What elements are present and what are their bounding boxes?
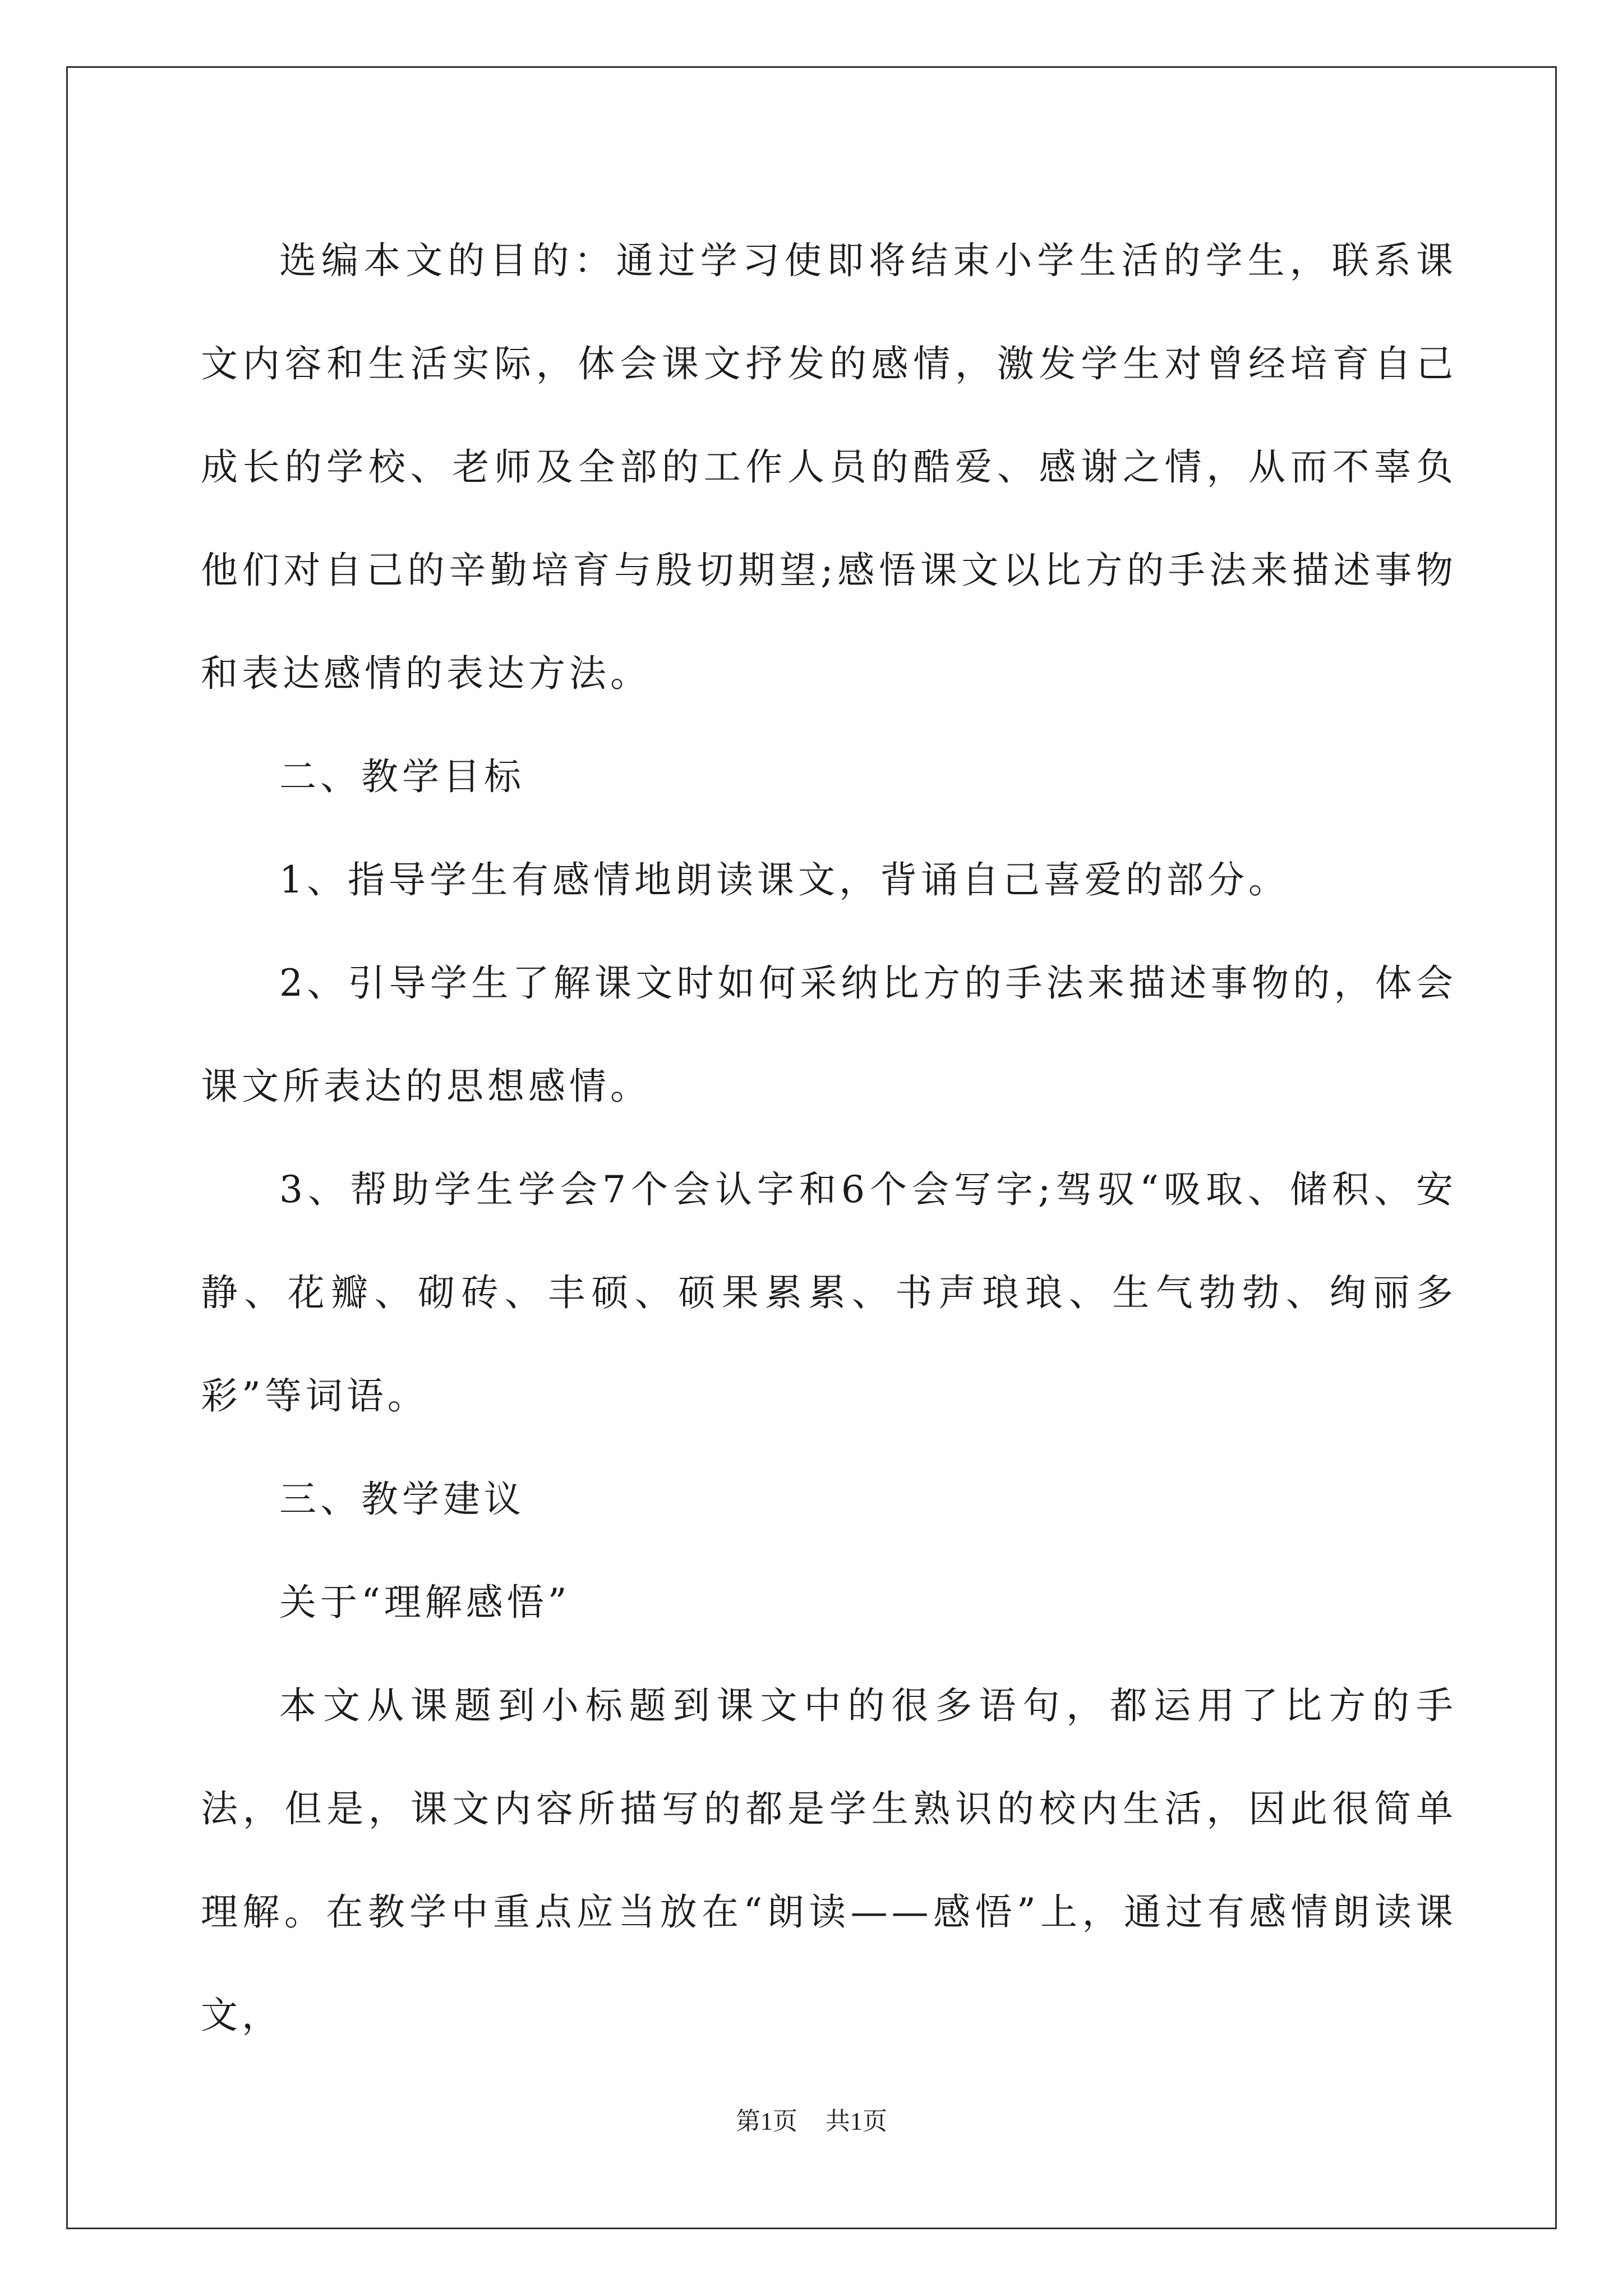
subheading-understanding: 关于“理解感悟” <box>279 1581 571 1624</box>
goal-item-1: 1、指导学生有感情地朗读课文，背诵自己喜爱的部分。 <box>279 858 1289 901</box>
goal-item-2: 2、引导学生了解课文时如何采纳比方的手法来描述事物的，体会课文所表达的思想感情。 <box>201 961 1457 1108</box>
heading-teaching-goals: 二、教学目标 <box>279 755 525 798</box>
page-footer <box>0 2105 1623 2138</box>
document-body <box>201 209 1457 2067</box>
goal-item-3: 3、帮助学生学会7个会认字和6个会写字;驾驭“吸取、储积、安静、花瓣、砌砖、丰硕、硕果累累、书声琅琅、生气勃勃、绚丽多彩”等词语。 <box>201 1168 1457 1418</box>
heading-teaching-suggestions: 三、教学建议 <box>279 1478 525 1521</box>
page-number: 第1页 <box>736 2108 797 2135</box>
page-total: 共1页 <box>826 2108 887 2135</box>
paragraph-understanding: 本文从课题到小标题到课文中的很多语句，都运用了比方的手法，但是，课文内容所描写的都是学生熟识的校内生活，因此很简单理解。在教学中重点应当放在“朗读——感悟”上，通过有感情朗读课文， <box>201 1684 1457 2037</box>
paragraph-purpose: 选编本文的目的：通过学习使即将结束小学生活的学生，联系课文内容和生活实际，体会课文抒发的感情，激发学生对曾经培育自己成长的学校、老师及全部的工作人员的酷爱、感谢之情，从而不辜负他们对自己的辛勤培育与殷切期望;感悟课文以比方的手法来描述事物和表达感情的表达方法。 <box>201 239 1457 695</box>
